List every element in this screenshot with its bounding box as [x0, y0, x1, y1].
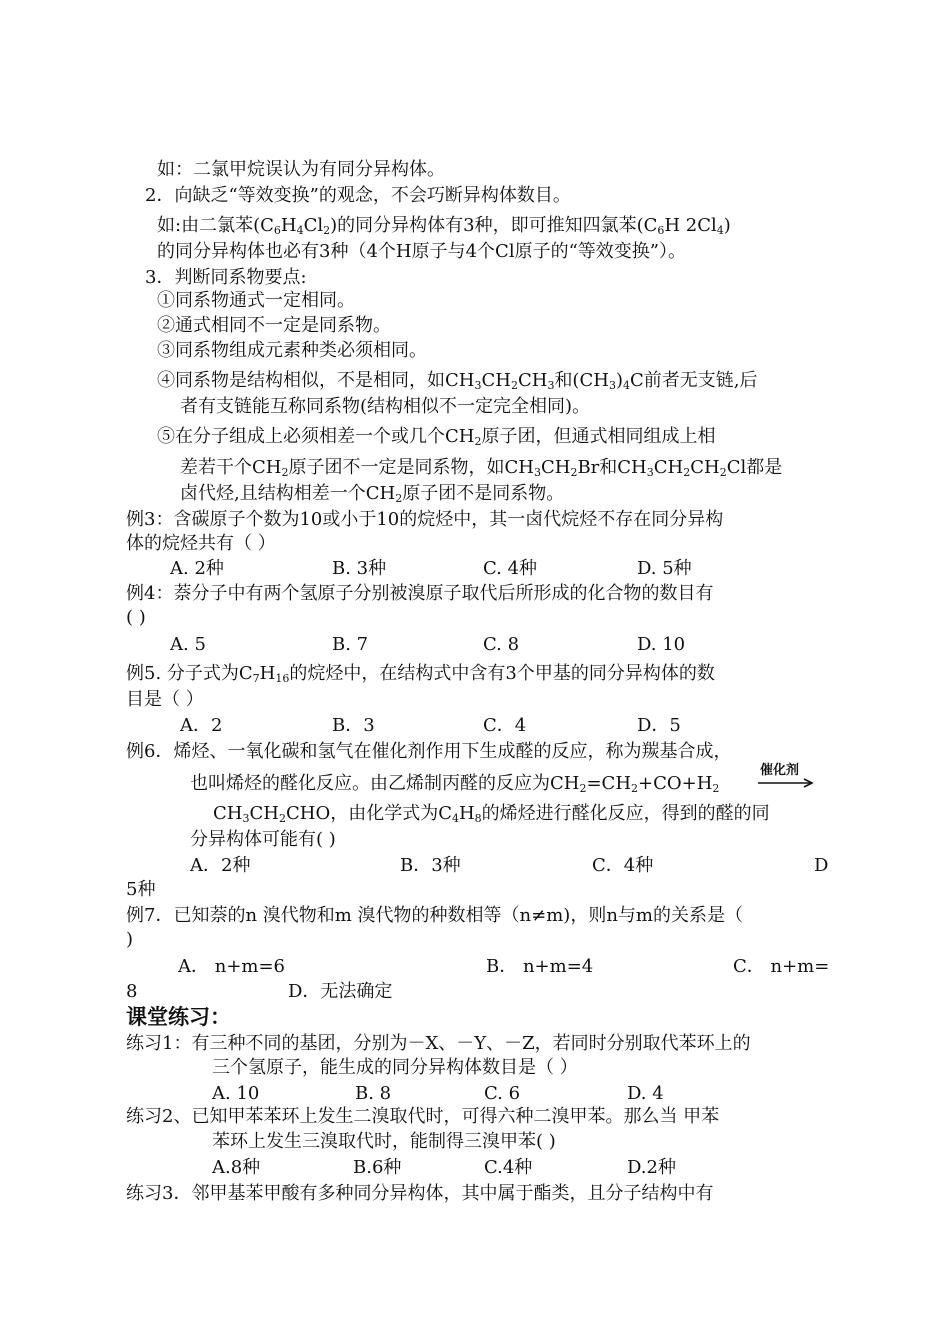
note-line-2: 2．向缺乏“等效变换”的观念，不会巧断异构体数目。 [145, 185, 571, 206]
example-5-question-cont: 目是（ ） [126, 689, 204, 710]
option-c: C．4 [483, 715, 527, 736]
option-b: B．3种 [400, 855, 461, 876]
note-line-9: ④同系物是结构相似，不是相同，如$CH_3CH_2CH_3$和$(CH_3)_4C$前者无支链,后 [157, 370, 758, 392]
option-a: A．2种 [190, 855, 251, 876]
example-6-question-cont-2: $CH_3CH_2CHO$，由化学式为$C_4H_8$的烯烃进行醛化反应，得到的醛的同 [213, 803, 770, 825]
example-3-question-cont: 体的烷烃共有（ ） [126, 533, 276, 554]
catalyst-label: 催化剂 [760, 763, 800, 778]
note-line-10: 者有支链能互称同系物(结构相似不一定完全相同)。 [180, 396, 591, 417]
example-3-question: 例3：含碳原子个数为10或小于10的烷烃中，其一卤代烷烃不存在同分异构 [126, 509, 724, 530]
section-title: 课堂练习： [126, 1005, 231, 1029]
option-b: B．3 [332, 715, 375, 736]
option-d: D. 10 [637, 634, 686, 655]
note-line-12: 差若干个$CH_2$原子团不一定是同系物，如$CH_3CH_2Br$和$CH_3CH_2CH_2Cl$都是 [180, 457, 783, 479]
option-b: B. 7 [332, 634, 369, 655]
note-line-13: 卤代烃,且结构相差一个$CH_2$原子团不是同系物。 [180, 483, 565, 505]
option-c-cont: 8 [126, 981, 138, 1002]
note-line-4: 的同分异构体也必有3种（4个H原子与4个Cl原子的“等效变换”）。 [157, 241, 686, 262]
example-7-question: 例7．已知萘的n 溴代物和m 溴代物的种数相等（n≠m)，则n与m的关系是（ [126, 905, 743, 926]
practice-3-question: 练习3．邻甲基苯甲酸有多种同分异构体，其中属于酯类，且分子结构中有 [126, 1183, 714, 1204]
example-6-question: 例6．烯烃、一氧化碳和氢气在催化剂作用下生成醛的反应，称为羰基合成， [126, 741, 732, 762]
option-a: A.8种 [212, 1157, 261, 1178]
note-line-7: ②通式相同不一定是同系物。 [157, 315, 391, 336]
option-c: C. 8 [483, 634, 520, 655]
note-line-1: 如：二氯甲烷误认为有同分异构体。 [157, 159, 445, 180]
reaction-arrow-icon [758, 778, 816, 788]
option-b: B.6种 [353, 1157, 402, 1178]
option-c: C.4种 [484, 1157, 533, 1178]
option-c: C. 6 [484, 1083, 521, 1104]
option-d: D. 4 [627, 1083, 664, 1104]
note-line-11: ⑤在分子组成上必须相差一个或几个$CH_2$原子团，但通式相同组成上相 [157, 426, 716, 448]
option-a: A．2 [180, 715, 223, 736]
option-d: D [814, 855, 829, 876]
note-line-6: ①同系物通式一定相同。 [157, 290, 355, 311]
option-d: D．5 [637, 715, 681, 736]
option-a: A. 10 [212, 1083, 260, 1104]
note-line-8: ③同系物组成元素种类必须相同。 [157, 340, 427, 361]
example-5-question: 例5. 分子式为$C_7H_{16}$的烷烃中，在结构式中含有3个甲基的同分异构体的数 [126, 663, 715, 685]
example-7-question-cont: ) [126, 929, 134, 950]
option-d: D. 5种 [637, 558, 692, 579]
option-a: A． n+m=6 [178, 956, 285, 977]
practice-1-question: 练习1：有三种不同的基团，分别为－X、－Y、－Z，若同时分别取代苯环上的 [126, 1033, 751, 1054]
practice-1-question-cont: 三个氢原子，能生成的同分异构体数目是（ ） [212, 1057, 578, 1078]
option-a: A. 5 [170, 634, 206, 655]
option-b: B． n+m=4 [486, 956, 594, 977]
option-d: D.2种 [627, 1157, 676, 1178]
option-b: B. 8 [355, 1083, 392, 1104]
example-6-option-d-cont: 5种 [126, 879, 156, 900]
option-a: A. 2种 [170, 558, 224, 579]
note-line-5: 3．判断同系物要点: [145, 267, 307, 288]
option-c: C．4种 [592, 855, 654, 876]
example-4-question-cont: ( ) [126, 607, 146, 628]
catalyst-arrow [758, 764, 816, 788]
example-6-question-cont: 也叫烯烃的醛化反应。由乙烯制丙醛的反应为$CH_2=CH_2+CO+H_2$ [190, 773, 720, 795]
note-line-3: 如:由二氯苯$(C_6H_4Cl_2)$的同分异构体有3种，即可推知四氯苯($C_6H$ $2Cl_4$) [157, 215, 731, 237]
practice-2-question: 练习2、已知甲苯苯环上发生二溴取代时，可得六种二溴甲苯。那么当 甲苯 [126, 1106, 720, 1127]
option-c: C． n+m= [733, 956, 830, 977]
option-d: D．无法确定 [288, 981, 393, 1002]
option-b: B. 3种 [332, 558, 387, 579]
example-6-question-cont-3: 分异构体可能有( ) [190, 829, 336, 850]
practice-2-question-cont: 苯环上发生三溴取代时，能制得三溴甲苯( ) [212, 1131, 556, 1152]
example-4-question: 例4：萘分子中有两个氢原子分别被溴原子取代后所形成的化合物的数目有 [126, 583, 714, 604]
option-c: C. 4种 [483, 558, 538, 579]
